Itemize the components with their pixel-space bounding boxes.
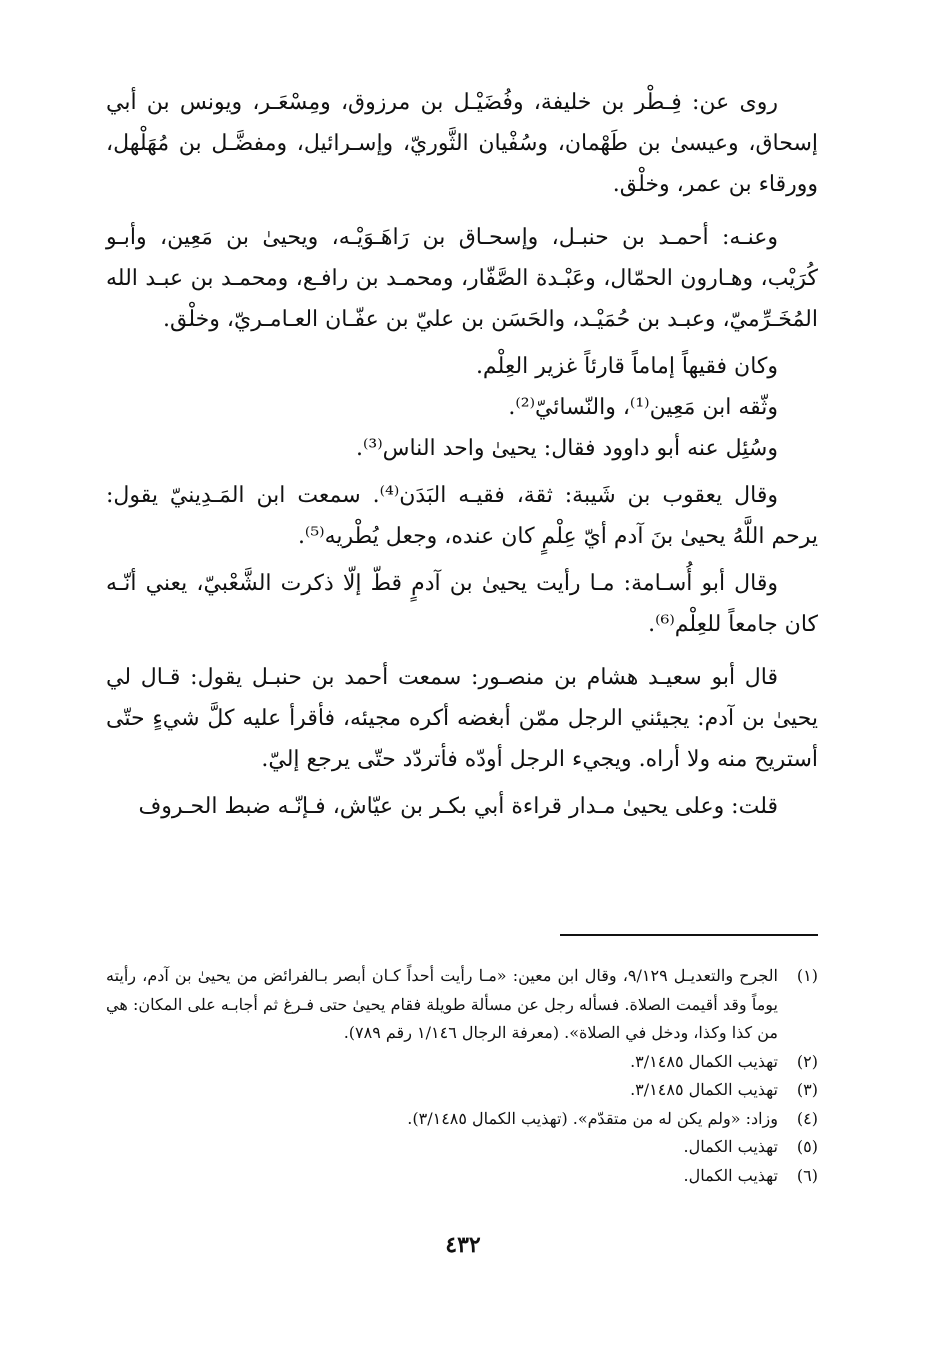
hisham-paragraph: قال أبو سعيـد هشام بن منصـور: سمعت أحمد بن حنبـل يقول: قـال لي يحيىٰ بن آدم: يجيئني الرجل ممّن أبغضه أكره مجيئه، فأقرأ عليه كلَّ شيءٍ حتّى أستريح منه ولا أراه. ويجيء الرجل أودّه فأتردّد حتّى يرجع إليّ. <box>106 665 818 772</box>
author-comment-paragraph: قلت: وعلى يحيىٰ مـدار قراءة أبي بكـر بن عيّاش، فـإنّـه ضبط الحـروف <box>138 794 778 819</box>
footnote-number: (١) <box>796 966 818 985</box>
footnote-number: (٣) <box>796 1080 818 1099</box>
yaqub-paragraph: وقال يعقوب بن شَيبة: ثقة، فقيـه البَدَن⁽⁴⁾. سمعت ابن المَـدِينيّ يقول: يرحم اللَّهُ يحيىٰ بنَ آدم أيّ عِلْمٍ كان عنده، وجعل يُطْريه⁽⁵⁾. <box>106 483 818 549</box>
narrators-paragraph: وعنـه: أحمـد بن حنبـل، وإسحـاق بن رَاهَـوَيْـه، ويحيىٰ بن مَعِين، وأبـو كُرَيْب، وهـارون الحمّال، وعَبْـدة الصَّفّار، ومحمـد بن رافـع، ومحمـد بن عبـد الله المُخَـرِّميّ، وعبـد بن حُمَيْـد، والحَسَن بن عليّ بن عفّـان العـامـريّ، وخلْق. <box>106 225 818 332</box>
footnote-separator <box>560 934 818 936</box>
narrated-from-paragraph: روى عن: فِـطْر بن خليفة، وفُضَيْـل بن مرزوق، ومِسْعَـر، ويونس بن أبي إسحاق، وعيسىٰ بن طَهْمان، وسُفْيان الثَّوريّ، وإسـرائيل، ومفضَّـل بن مُهَلْهل، وورقاء بن عمر، وخلْق. <box>106 90 818 197</box>
footnote-text: تهذيب الكمال. <box>683 1137 778 1156</box>
footnote-text: تهذيب الكمال ٣/١٤٨٥. <box>630 1080 778 1099</box>
footnotes <box>106 962 818 1190</box>
footnote <box>106 1076 818 1105</box>
page-number: ٤٣٢ <box>445 1232 481 1258</box>
footnote-text: تهذيب الكمال. <box>683 1165 778 1185</box>
footnote <box>106 1133 818 1162</box>
tawthiq-paragraph: وثّقه ابن مَعِين⁽¹⁾، والنّسائيّ⁽²⁾. <box>508 395 778 420</box>
footnote <box>106 1162 818 1191</box>
footnote <box>106 962 818 1048</box>
main-text <box>106 82 818 827</box>
footnote-text: الجرح والتعديـل ٩/١٢٩، وقال ابن معين: «مـا رأيت أحداً كـان أبصر بـالفرائض من يحيىٰ بن آدم، رأيته يوماً وقد أقيمت الصلاة. فسأله رجل عن مسألة طويلة فقام يحيىٰ حتى فـرغ ثم أجابـه على المكان: هي من كذا وكذا، ودخل في الصلاة». (معرفة الرجال ١/١٤٦ رقم ٧٨٩). <box>106 966 778 1042</box>
footnote-number: (٦) <box>796 1165 818 1185</box>
footnote <box>106 1105 818 1134</box>
description-paragraph: وكان فقيهاً إماماً قارئاً غزير العِلْم. <box>475 354 778 379</box>
footnote-number: (٢) <box>796 1051 818 1071</box>
footnote-number: (٥) <box>796 1137 818 1156</box>
abu-dawud-paragraph: وسُئِل عنه أبو داوود فقال: يحيىٰ واحد الناس⁽³⁾. <box>355 436 778 461</box>
footnote <box>106 1048 818 1077</box>
abu-usama-paragraph: وقال أبو أُسـامة: مـا رأيت يحيىٰ بن آدمٍ قطّ إلّا ذكرت الشَّعْبيّ، يعني أنّـه كان جامعاً للعِلْم⁽⁶⁾. <box>106 571 818 637</box>
footnote-text: وزاد: «ولم يكن له من متقدّم». (تهذيب الكمال ٣/١٤٨٥). <box>407 1108 778 1128</box>
footnote-number: (٤) <box>796 1108 818 1128</box>
footnote-text: تهذيب الكمال ٣/١٤٨٥. <box>630 1051 778 1071</box>
